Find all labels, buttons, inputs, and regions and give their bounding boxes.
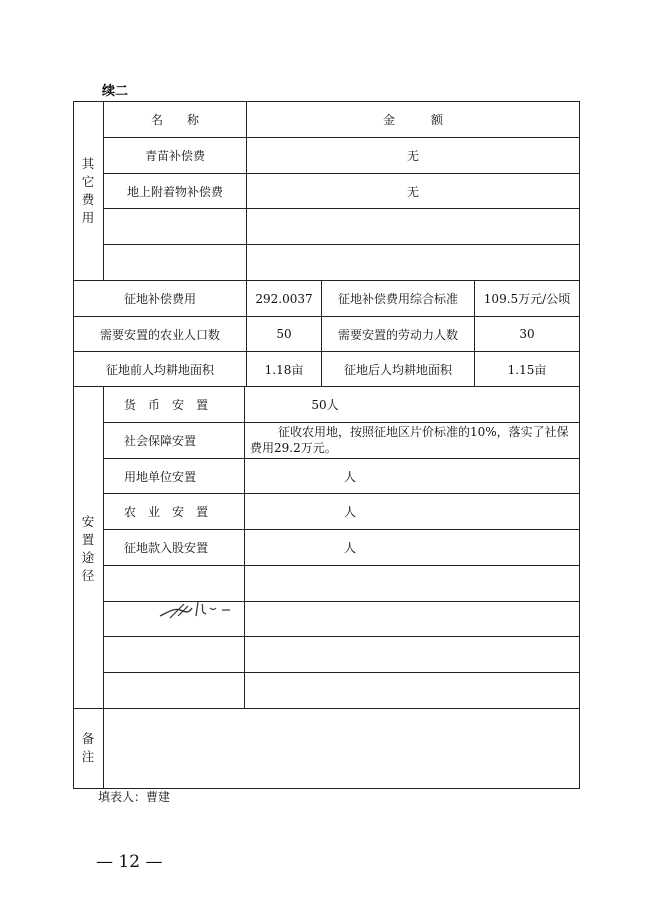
page-number: — 12 —: [96, 852, 163, 872]
agricultural-population-label: 需要安置的农业人口数: [99, 327, 220, 342]
resettlement-group-label: 安置途径: [81, 514, 95, 583]
name-column-header: 名 称: [150, 113, 199, 127]
fee-amount: 无: [406, 184, 419, 199]
compensation-standard-label: 征地补偿费用综合标准: [337, 292, 458, 306]
handwritten-mark: [158, 598, 238, 624]
row-line: [103, 565, 580, 566]
row-line: [103, 636, 580, 637]
other-fees-group-label: 其它费用: [81, 156, 95, 225]
resettlement-method: 农 业 安 置: [124, 505, 209, 519]
compensation-fee-value: 292.0037: [255, 291, 313, 306]
fee-amount: 无: [406, 149, 419, 163]
resettlement-method: 货 币 安 置: [124, 398, 209, 412]
farmland-before-label: 征地前人均耕地面积: [105, 362, 214, 377]
table-right-border: [579, 101, 580, 789]
resettlement-value: 人: [343, 541, 356, 555]
labor-force-label: 需要安置的劳动力人数: [337, 327, 458, 342]
resettlement-value: 人: [343, 469, 356, 484]
resettlement-value: 50人: [311, 398, 339, 412]
section-line: [73, 708, 580, 709]
remarks-label: 备注: [81, 731, 95, 764]
row-line: [103, 672, 580, 673]
labor-force-value: 30: [519, 327, 535, 341]
remarks-divider: [103, 708, 104, 789]
table-left-border: [73, 101, 74, 789]
resettlement-method: 用地单位安置: [124, 469, 197, 484]
resettlement-value: 人: [343, 505, 356, 519]
fee-name: [104, 209, 246, 244]
fee-name: 青苗补偿费: [144, 149, 205, 163]
farmland-before-value: 1.18亩: [264, 362, 304, 377]
compensation-standard-value: 109.5万元/公顷: [483, 292, 571, 306]
farmland-after-label: 征地后人均耕地面积: [343, 362, 452, 377]
fee-amount: [247, 209, 579, 244]
resettlement-method: 社会保障安置: [124, 434, 197, 448]
social-security-note: 征收农用地，按照征地区片价标准的10%，落实了社保费用29.2万元。: [250, 425, 569, 455]
farmland-after-value: 1.15亩: [507, 362, 547, 377]
resettlement-method: 征地款入股安置: [124, 541, 209, 555]
fee-name: [104, 245, 246, 280]
continuation-heading: 续二: [102, 84, 129, 99]
fee-name: 地上附着物补偿费: [126, 184, 223, 199]
form-filler: 填表人：曹建: [98, 790, 171, 804]
fee-amount: [247, 245, 579, 280]
compensation-fee-label: 征地补偿费用: [123, 292, 196, 306]
agricultural-population-value: 50: [276, 327, 292, 341]
amount-column-header: 金 额: [382, 113, 443, 127]
